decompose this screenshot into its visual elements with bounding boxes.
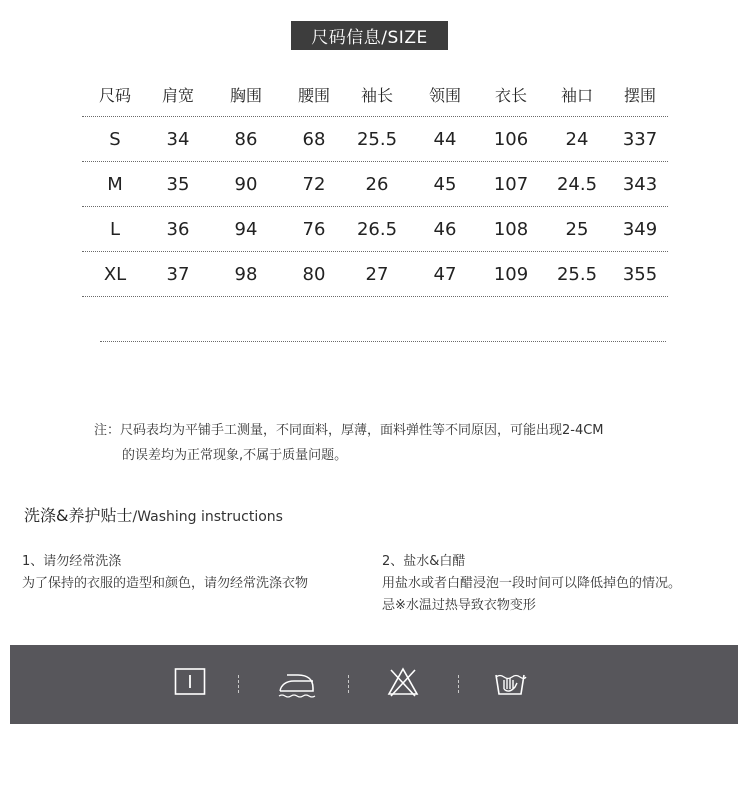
measurement-value: 107: [493, 173, 529, 195]
washing-title-en: /Washing instructions: [132, 509, 283, 525]
no-bleach-icon: [386, 665, 420, 703]
tip-2-body: 用盐水或者白醋浸泡一段时间可以降低掉色的情况。: [382, 576, 682, 591]
column-header: 袖口: [560, 85, 593, 105]
measurement-value: 35: [166, 173, 190, 195]
measurement-value: 46: [433, 218, 457, 240]
column-header: 摆围: [623, 85, 656, 105]
icon-separator: [238, 675, 239, 693]
washing-tip-1: [22, 551, 308, 595]
measurement-value: 86: [234, 128, 258, 150]
hang-dry-icon: [174, 667, 206, 701]
measurement-value: 47: [433, 263, 457, 285]
measurement-value: 349: [622, 218, 658, 240]
note-line-1: 注：尺码表均为平铺手工测量，不同面料，厚薄，面料弹性等不同原因，可能出现2-4CM: [94, 423, 604, 438]
size-label: M: [107, 173, 123, 195]
iron-icon: [276, 669, 318, 705]
column-header: 袖长: [360, 85, 393, 105]
washing-section-title: [24, 503, 283, 526]
column-header: 尺码: [98, 85, 131, 105]
measurement-value: 24: [565, 128, 589, 150]
note-line-2: 的误差均为正常现象,不属于质量问题。: [122, 448, 348, 463]
size-label: XL: [103, 263, 127, 285]
column-header: 胸围: [229, 85, 262, 105]
icon-separator: [348, 675, 349, 693]
washing-title-cn: 洗涤&养护贴士: [24, 506, 133, 525]
measurement-value: 80: [302, 263, 326, 285]
measurement-value: 45: [433, 173, 457, 195]
tip-1-title: 1、请勿经常洗涤: [22, 554, 122, 569]
measurement-value: 106: [493, 128, 529, 150]
measurement-value: 25.5: [556, 263, 598, 285]
measurement-value: 68: [302, 128, 326, 150]
tip-2-warning: 忌※水温过热导致衣物变形: [382, 598, 536, 613]
size-table: [82, 72, 668, 297]
care-icons-band: [10, 645, 738, 724]
washing-tip-2: [382, 551, 681, 617]
measurement-value: 36: [166, 218, 190, 240]
measurement-value: 76: [302, 218, 326, 240]
size-label: S: [109, 128, 121, 150]
measurement-value: 27: [365, 263, 389, 285]
tip-2-title: 2、盐水&白醋: [382, 554, 466, 569]
measurement-value: 25: [565, 218, 589, 240]
measurement-value: 34: [166, 128, 190, 150]
measurement-note: [94, 418, 694, 468]
measurement-value: 90: [234, 173, 258, 195]
size-label: L: [109, 218, 121, 240]
measurement-value: 37: [166, 263, 190, 285]
measurement-value: 343: [622, 173, 658, 195]
column-header: 衣长: [494, 85, 527, 105]
measurement-value: 72: [302, 173, 326, 195]
measurement-value: 24.5: [556, 173, 598, 195]
measurement-value: 44: [433, 128, 457, 150]
table-row: [82, 162, 668, 206]
measurement-value: 26: [365, 173, 389, 195]
measurement-value: 26.5: [356, 218, 398, 240]
measurement-value: 109: [493, 263, 529, 285]
table-divider: [82, 296, 668, 297]
measurement-value: 25.5: [356, 128, 398, 150]
table-row: [82, 207, 668, 251]
hand-wash-icon: [492, 665, 528, 703]
table-row: [82, 252, 668, 296]
column-header: 领围: [428, 85, 461, 105]
measurement-value: 355: [622, 263, 658, 285]
tip-1-body: 为了保持的衣服的造型和颜色，请勿经常洗涤衣物: [22, 576, 309, 591]
size-info-title: 尺码信息/SIZE: [291, 21, 448, 50]
table-header-row: [82, 72, 668, 116]
measurement-value: 108: [493, 218, 529, 240]
table-row: [82, 117, 668, 161]
table-divider: [100, 341, 666, 342]
column-header: 肩宽: [161, 85, 194, 105]
measurement-value: 337: [622, 128, 658, 150]
measurement-value: 94: [234, 218, 258, 240]
column-header: 腰围: [297, 85, 330, 105]
icon-separator: [458, 675, 459, 693]
measurement-value: 98: [234, 263, 258, 285]
